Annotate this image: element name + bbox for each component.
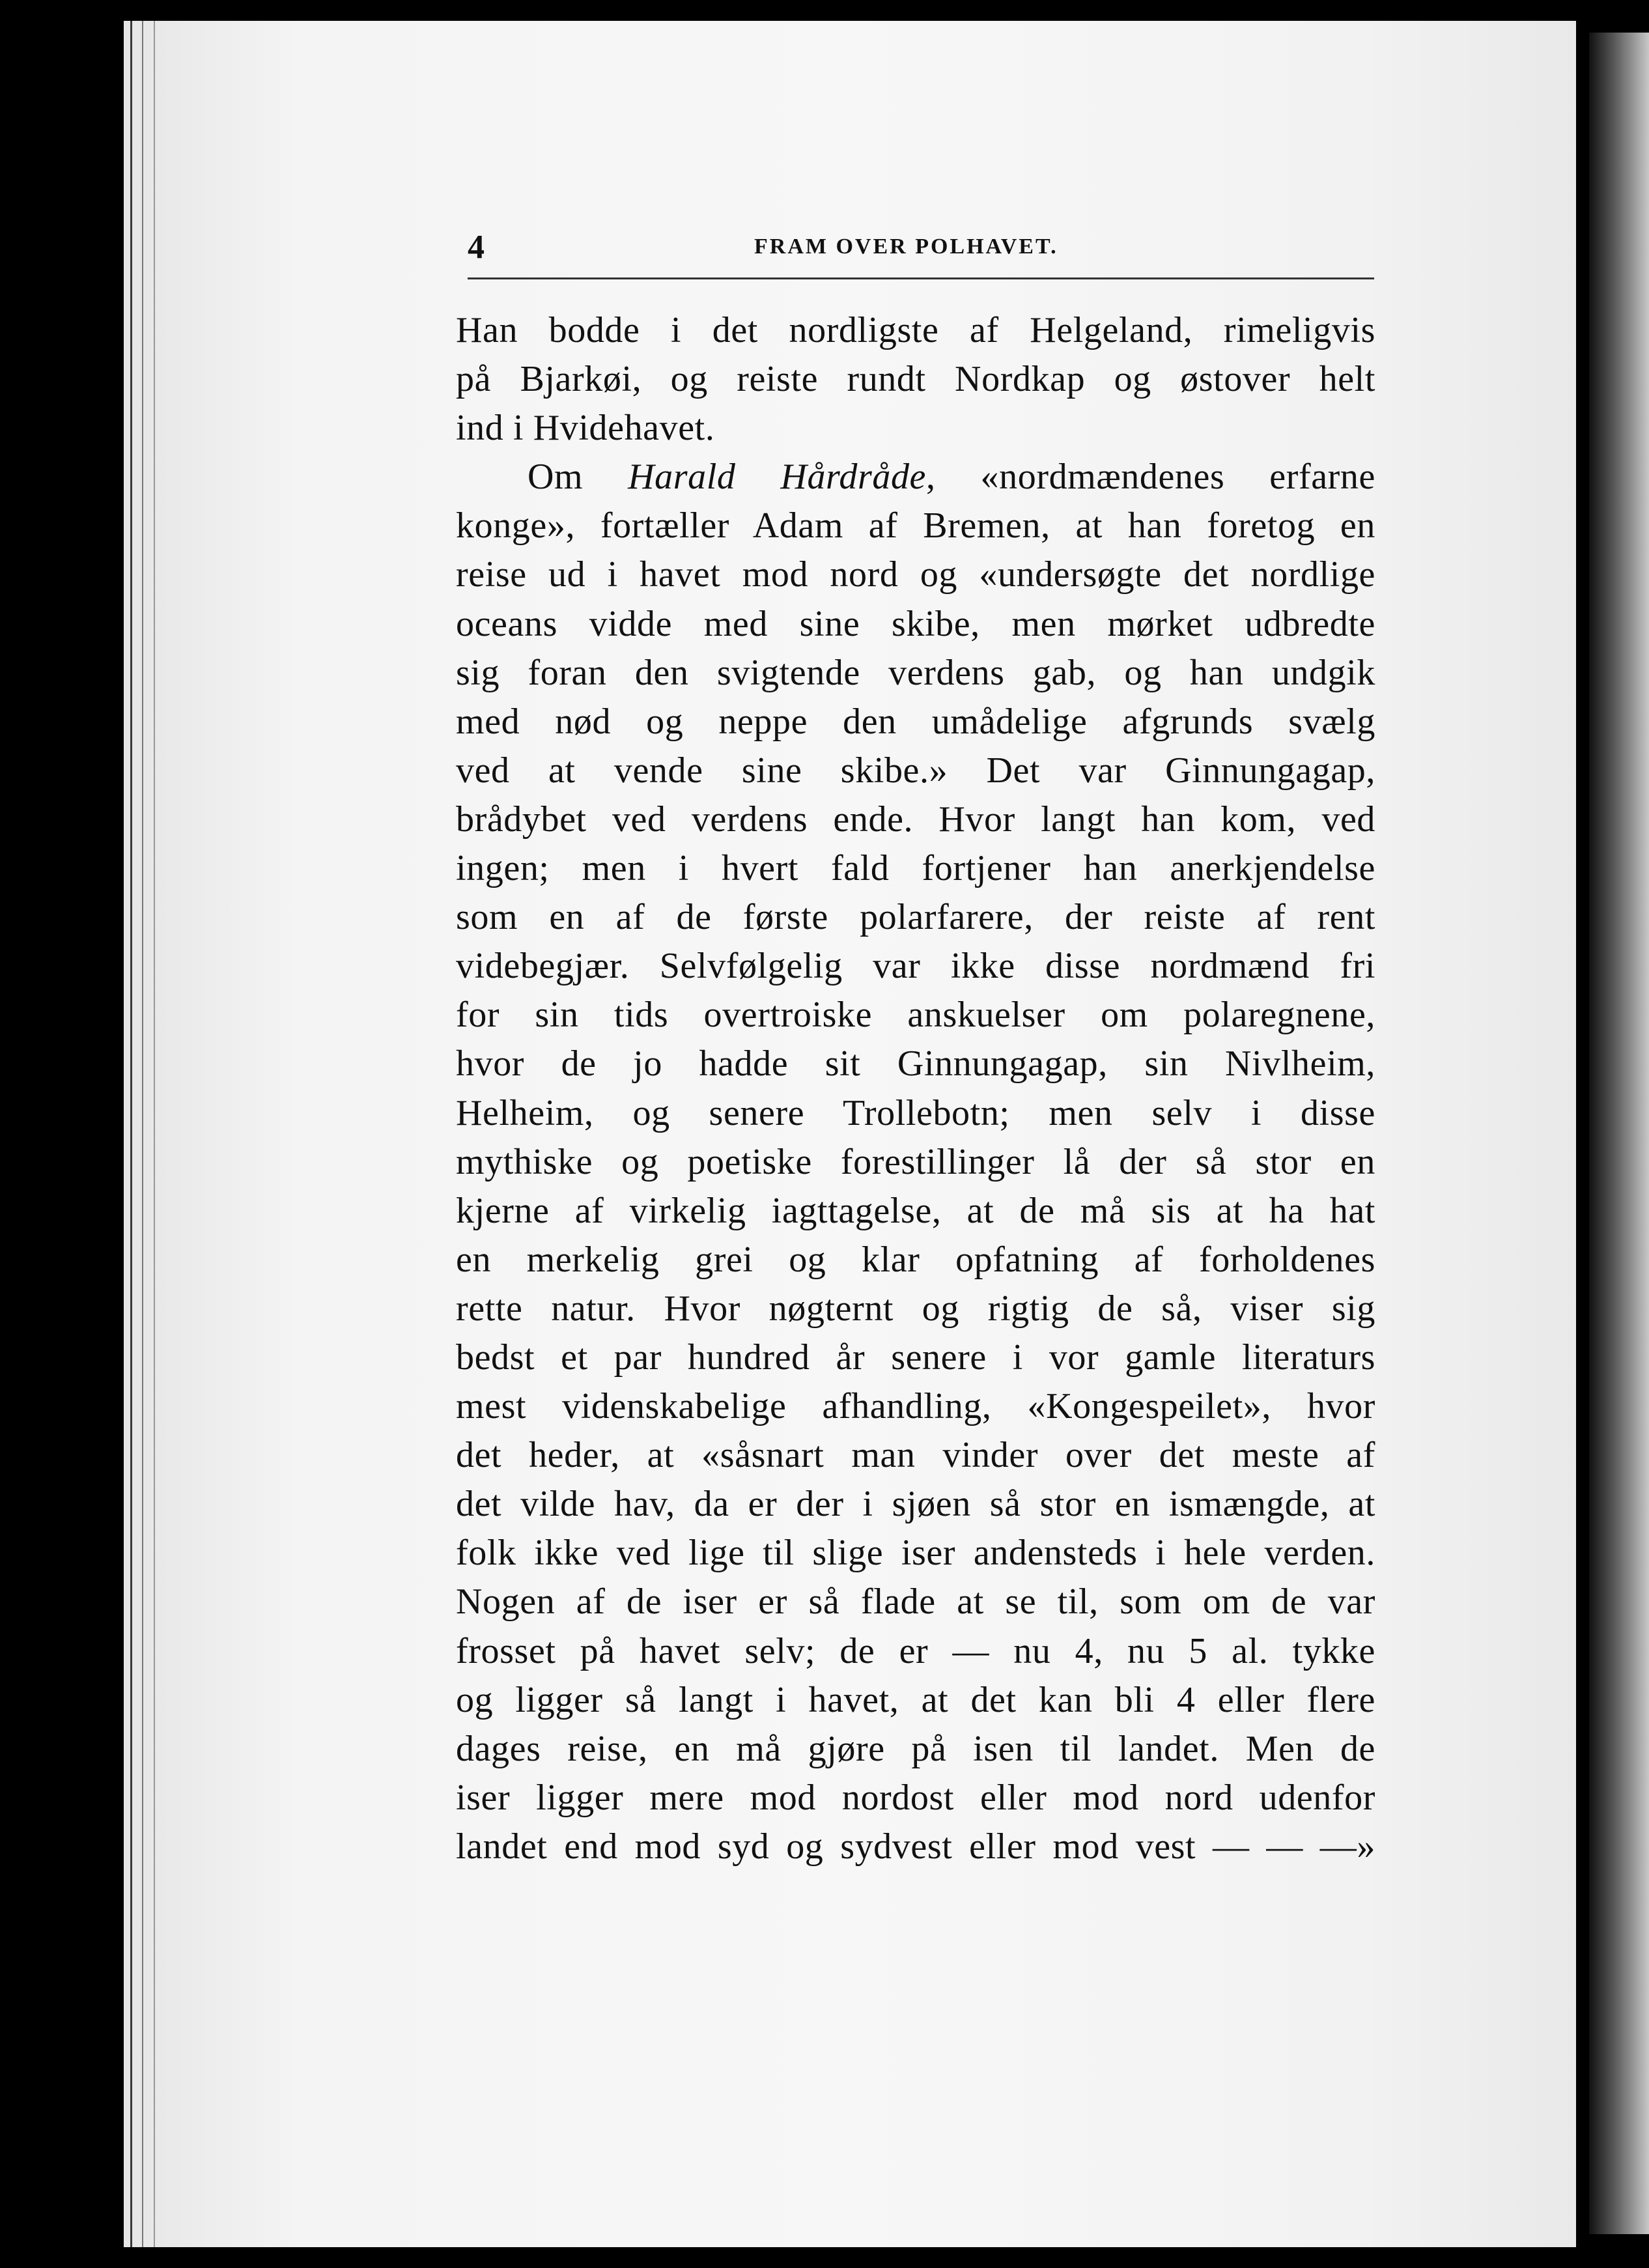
header-rule xyxy=(468,277,1374,279)
text-line: Helheim, og senere Trollebotn; men selv i disse xyxy=(456,1092,1375,1133)
text-line: iser ligger mere mod nordost eller mod nord udenfor xyxy=(456,1777,1375,1818)
text-line: hvor de jo hadde sit Ginnungagap, sin Nivlheim, xyxy=(456,1043,1375,1084)
binding-edge-line xyxy=(130,21,132,2247)
text-line: kjerne af virkelig iagttagelse, at de må sis at ha hat xyxy=(456,1190,1375,1231)
text-line: med nød og neppe den umådelige afgrunds svælg xyxy=(456,701,1375,742)
text-line: på Bjarkøi, og reiste rundt Nordkap og østover helt xyxy=(456,359,1375,400)
italic-name: Harald Hårdråde xyxy=(628,457,927,498)
text-line: rette natur. Hvor nøgternt og rigtig de så, viser sig xyxy=(456,1288,1375,1329)
text-line: konge», fortæller Adam af Bremen, at han foretog en xyxy=(456,505,1375,546)
page-header xyxy=(468,221,1374,280)
binding-edge-line xyxy=(154,21,155,2247)
text-line: brådybet ved verdens ende. Hvor langt han kom, ved xyxy=(456,799,1375,840)
text-line: landet end mod syd og sydvest eller mod vest — — —» xyxy=(456,1826,1375,1867)
text-fragment: Om xyxy=(528,457,628,498)
text-line: ind i Hvidehavet. xyxy=(456,408,715,449)
body-text xyxy=(456,306,1375,1871)
text-line: Han bodde i det nordligste af Helgeland, rimeligvis xyxy=(456,310,1375,350)
text-line xyxy=(456,453,1375,502)
text-line: og ligger så langt i havet, at det kan bli 4 eller flere xyxy=(456,1679,1375,1720)
running-head: FRAM OVER POLHAVET. xyxy=(754,234,1058,259)
text-line: frosset på havet selv; de er — nu 4, nu 5 al. tykke xyxy=(456,1630,1375,1671)
text-line: ved at vende sine skibe.» Det var Ginnungagap, xyxy=(456,750,1375,791)
text-line: sig foran den svigtende verdens gab, og han undgik xyxy=(456,652,1375,693)
text-fragment: , «nordmændenes erfarne xyxy=(926,457,1375,498)
text-line: det heder, at «såsnart man vinder over det meste af xyxy=(456,1435,1375,1476)
text-line: videbegjær. Selvfølgelig var ikke disse nordmænd fri xyxy=(456,946,1375,987)
text-line: oceans vidde med sine skibe, men mørket udbredte xyxy=(456,603,1375,644)
binding-edge-line xyxy=(142,21,143,2247)
text-line: for sin tids overtroiske anskuelser om polaregnene, xyxy=(456,995,1375,1036)
text-line: en merkelig grei og klar opfatning af forholdenes xyxy=(456,1239,1375,1280)
text-line: som en af de første polarfarere, der reiste af rent xyxy=(456,897,1375,938)
facing-page-edge xyxy=(1589,33,1649,2234)
text-line: Nogen af de iser er så flade at se til, som om de var xyxy=(456,1581,1375,1623)
text-line: ingen; men i hvert fald fortjener han anerkjendelse xyxy=(456,848,1375,889)
text-line: folk ikke ved lige til slige iser andensteds i hele verden. xyxy=(456,1533,1375,1574)
text-line: bedst et par hundred år senere i vor gamle literaturs xyxy=(456,1337,1375,1378)
text-line: dages reise, en må gjøre på isen til landet. Men de xyxy=(456,1728,1375,1769)
page-number: 4 xyxy=(468,229,485,266)
text-line: reise ud i havet mod nord og «undersøgte det nordlige xyxy=(456,554,1375,595)
text-line: mest videnskabelige afhandling, «Kongespeilet», hvor xyxy=(456,1386,1375,1427)
text-line: det vilde hav, da er der i sjøen så stor en ismængde, at xyxy=(456,1484,1375,1525)
text-line: mythiske og poetiske forestillinger lå der så stor en xyxy=(456,1141,1375,1182)
